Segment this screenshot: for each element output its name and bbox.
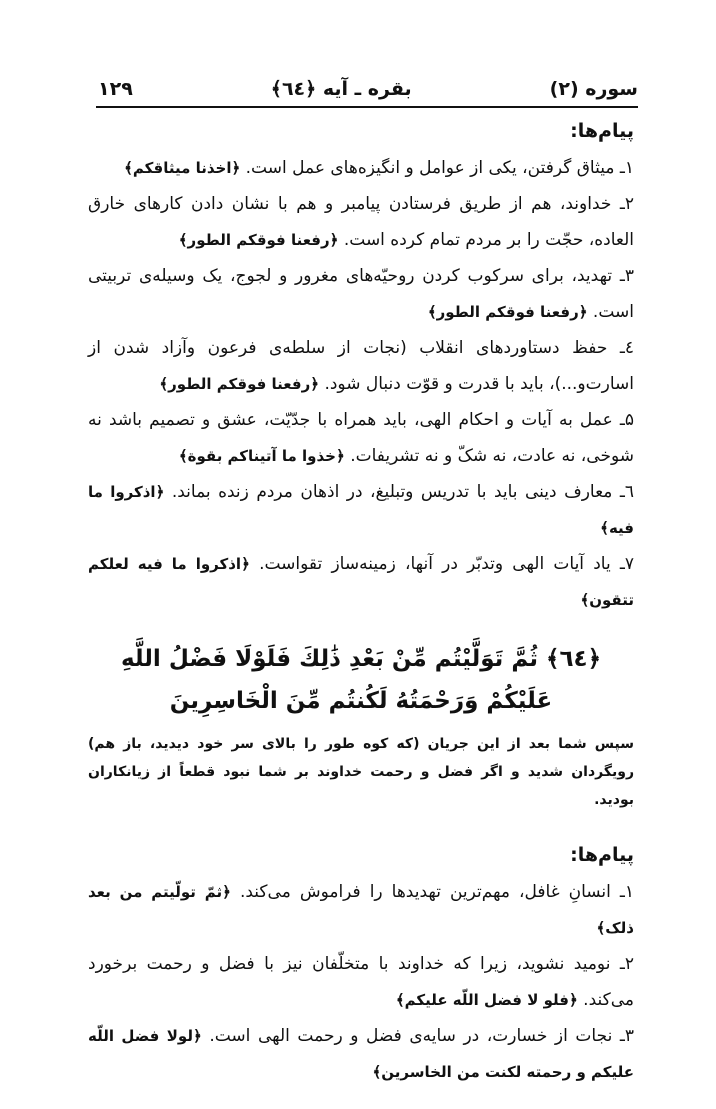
message-item: ۵ـ عمل به آیات و احکام الهی، باید همراه با جدّیّت، عشق و تصمیم باشد نه شوخی، نه عادت، نه شکّ و نه تشریفات. ﴿خذوا ما آتیناکم بقوة﴾ bbox=[88, 410, 634, 466]
message-item: ۲ـ خداوند، هم از طریق فرستادن پیامبر و هم با نشان دادن کارهای خارق العاده، حجّت را بر مردم تمام کرده است. ﴿رفعنا فوقکم الطور﴾ bbox=[88, 194, 634, 250]
surah-label: سوره (۲) bbox=[549, 78, 638, 100]
messages-heading-1: پیام‌ها: bbox=[570, 120, 634, 142]
messages-list-1 bbox=[88, 150, 634, 618]
message-item: ۷ـ یاد آیات الهی وتدبّر در آنها، زمینه‌ساز تقواست. ﴿اذکروا ما فیه لعلکم تتقون﴾ bbox=[88, 554, 635, 609]
page-content bbox=[88, 116, 634, 1090]
message-item: ٦ـ معارف دینی باید با تدریس وتبلیغ، در اذهان مردم زنده بماند. ﴿اذکروا ما فیه﴾ bbox=[88, 482, 634, 537]
quran-verse: ﴿٦٤﴾ ثُمَّ تَوَلَّيْتُم مِّنْ بَعْدِ ذَٰلِكَ فَلَوْلَا فَضْلُ اللَّهِ عَلَيْكُمْ وَرَحْمَتُهُ لَكُنتُم مِّنَ الْخَاسِرِينَ bbox=[120, 646, 602, 714]
quran-quote: ﴿رفعنا فوقکم الطور﴾ bbox=[427, 303, 588, 321]
quran-quote: ﴿اذکروا ما فیه﴾ bbox=[88, 483, 634, 537]
message-item: ٤ـ حفظ دستاوردهای انقلاب (نجات از سلطه‌ی فرعون وآزاد شدن از اسارت‌و...)، باید با قدرت و قوّت دنبال شود. ﴿رفعنا فوقکم الطور﴾ bbox=[88, 338, 634, 394]
message-item: ۱ـ میثاق گرفتن، یکی از عوامل و انگیزه‌های عمل است. ﴿اخذنا میثاقکم﴾ bbox=[124, 158, 634, 178]
messages-list-2 bbox=[88, 874, 634, 1090]
header-divider bbox=[96, 106, 638, 108]
message-item: ۳ـ نجات از خسارت، در سایه‌ی فضل و رحمت الهی است. ﴿لولا فضل اللّه علیکم و رحمته لکنت من الخاسرین﴾ bbox=[88, 1026, 634, 1081]
quran-quote: ﴿رفعنا فوقکم الطور﴾ bbox=[159, 375, 320, 393]
quran-quote: ﴿اخذنا میثاقکم﴾ bbox=[124, 159, 241, 177]
quran-quote: ﴿خذوا ما آتیناکم بقوة﴾ bbox=[178, 447, 345, 465]
message-item: ۲ـ نومید نشوید، زیرا که خداوند با متخلّفان نیز با فضل و رحمت برخورد می‌کند. ﴿فلو لا فضل اللّه علیکم﴾ bbox=[88, 954, 634, 1010]
page-number: ۱۲۹ bbox=[98, 78, 133, 100]
message-item: ۱ـ انسانِ غافل، مهم‌ترین تهدیدها را فراموش می‌کند. ﴿ثمّ تولّیتم من بعد ذلک﴾ bbox=[88, 882, 635, 937]
quran-quote: ﴿رفعنا فوقکم الطور﴾ bbox=[178, 231, 339, 249]
messages-heading-2: پیام‌ها: bbox=[570, 844, 634, 866]
quran-quote: ﴿ثمّ تولّیتم من بعد ذلک﴾ bbox=[88, 883, 634, 937]
ayah-label: بقره ـ آیه ﴿٦٤﴾ bbox=[270, 78, 412, 100]
verse-translation: سپس شما بعد از این جریان (که کوه طور را بالای سر خود دیدید، باز هم) رویگردان شدید و اگر فضل و رحمت خداوند بر شما نبود قطعاً از زیانکاران بودید. bbox=[88, 736, 634, 808]
message-item: ۳ـ تهدید، برای سرکوب کردن روحیّه‌های مغرور و لجوج، یک وسیله‌ی تربیتی است. ﴿رفعنا فوقکم الطور﴾ bbox=[88, 266, 634, 322]
quran-quote: ﴿فلو لا فضل اللّه علیکم﴾ bbox=[395, 991, 578, 1009]
quran-quote: ﴿اذکروا ما فیه لعلکم تتقون﴾ bbox=[88, 555, 634, 609]
page-header bbox=[98, 74, 638, 104]
quran-quote: ﴿لولا فضل اللّه علیکم و رحمته لکنت من الخاسرین﴾ bbox=[88, 1027, 634, 1081]
